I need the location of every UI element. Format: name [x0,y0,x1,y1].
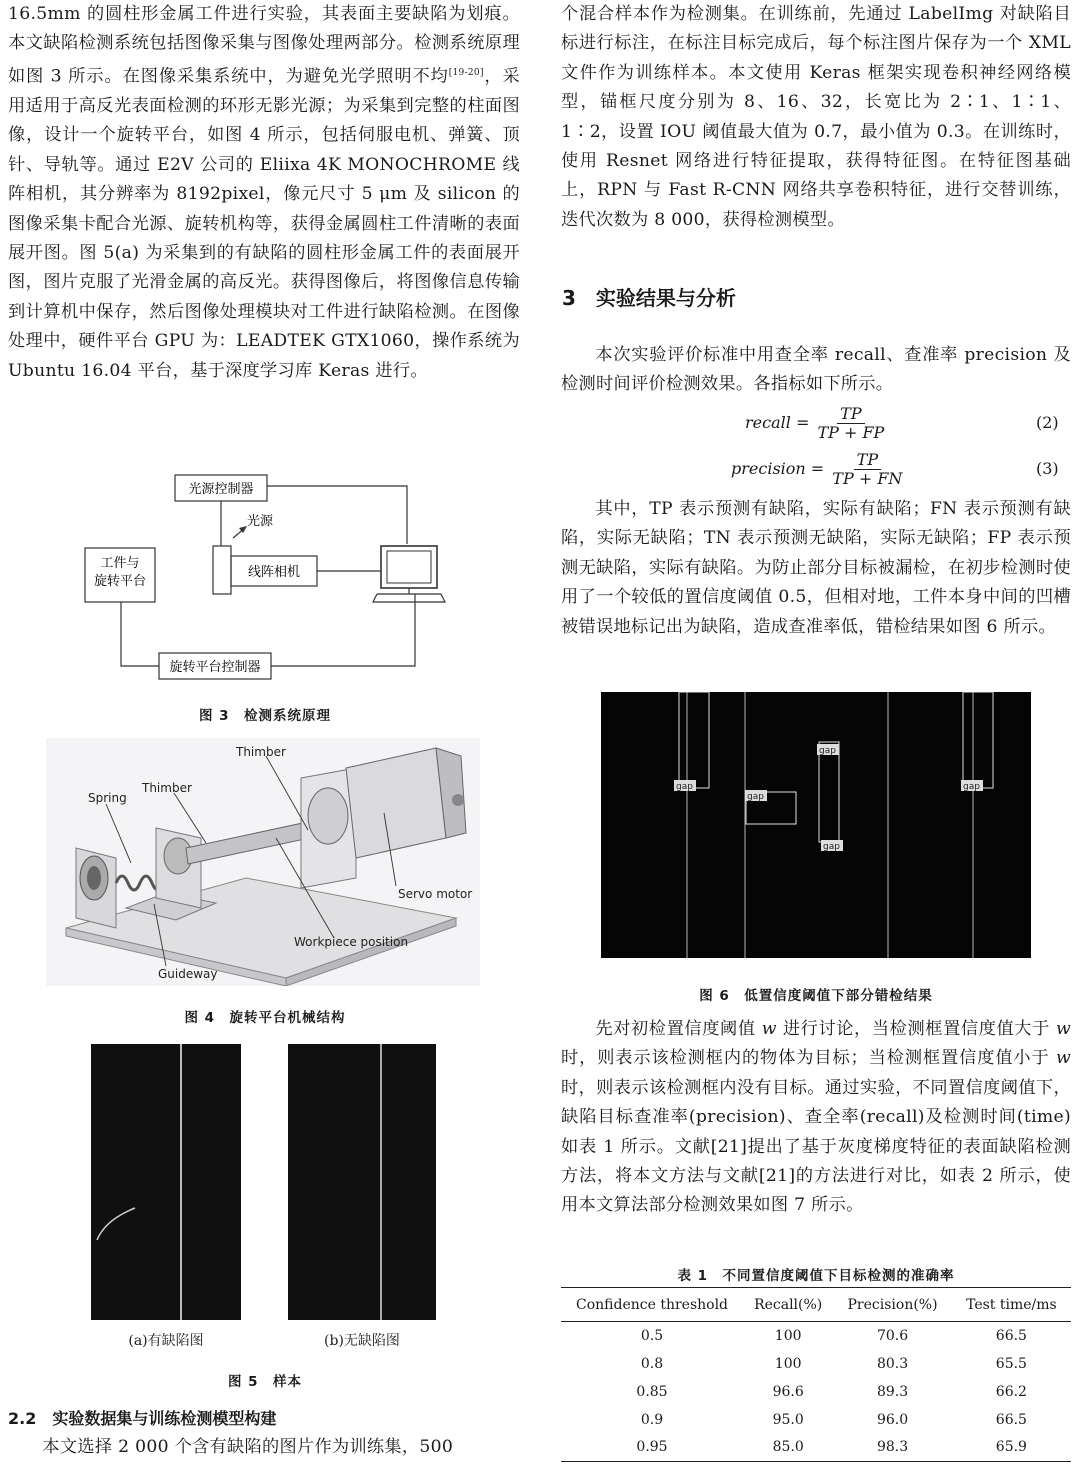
table-1 [561,1287,1071,1462]
table-row [561,1378,1071,1406]
table-header-cell: Test time/ms [966,1296,1057,1313]
eq2-denominator: TP + FP [817,423,885,442]
gap-label: gap [963,782,980,792]
rotate-controller-label: 旋转平台控制器 [169,660,261,675]
table-header-cell: Precision(%) [847,1296,938,1313]
right-paragraph-3: 其中，TP 表示预测有缺陷，实际有缺陷；FN 表示预测有缺陷，实际无缺陷；TN 表示预测无缺陷，实际无缺陷；FP 表示预测无缺陷，实际有缺陷。为防止部分目标被漏检，在初步检测时使用了一个较低的置信度阈值 0.5，但相对地，工件本身中间的凹槽被错误地标记出为缺陷，造成查准率低，错检结果如图 6 所示。 [561,499,1071,637]
thimber-label: Thimber [142,781,192,795]
table-cell: 66.5 [995,1327,1027,1344]
gap-label: gap [819,746,836,756]
equation-2-number: (2) [1036,413,1059,432]
figure-3-caption: 图 3 检测系统原理 [198,708,332,724]
table-cell: 0.85 [636,1383,668,1400]
section-number: 2.2 [8,1409,37,1428]
figure-4-caption: 图 4 旋转平台机械结构 [184,1010,346,1026]
variable-w: w [1055,1048,1071,1069]
figure-5b-normal-image [288,1044,436,1320]
workpiece-label-2: 旋转平台 [93,574,147,589]
section-title: 实验结果与分析 [595,286,736,310]
table-cell: 0.5 [640,1327,664,1344]
figure-6-detection-result [601,692,1031,958]
section-3-heading [562,282,736,311]
equation-2 [745,405,887,442]
right-paragraph-1: 个混合样本作为检测集。在训练前，先通过 LabelImg 对缺陷目标进行标注，在标注目标完成后，每个标注图片保存为一个 XML 文件作为训练样本。本文使用 Keras 框架实现卷积神经网络模型，锚框尺度分别为 8、16、32，长宽比为 2∶1、1∶1、1∶2，设置 IOU 阈值最大值为 0.7，最小值为 0.3。在训练时，使用 Resnet 网络进行特征提取，获得特征图。在特征图基础上，RPN 与 Fast R-CNN 网络共享卷积特征，进行交替训练，迭代次数为 8 000，获得检测模型。 [561,4,1071,230]
figure-5a-subcaption: (a)有缺陷图 [128,1333,204,1349]
figure-6-caption: 图 6 低置信度阈值下部分错检结果 [699,988,933,1004]
section-number: 3 [562,286,576,310]
table-cell: 89.3 [876,1383,909,1400]
table-cell: 100 [774,1327,802,1344]
right-paragraph-2: 本次实验评价标准中用查全率 recall、查准率 precision 及检测时间评价检测效果。各指标如下所示。 [561,345,1071,395]
gap-label: gap [676,782,693,792]
table-cell: 66.2 [995,1383,1027,1400]
table-cell: 98.3 [876,1439,909,1456]
light-label: 光源 [247,514,274,529]
table-cell: 65.9 [995,1439,1027,1456]
figure-5a-defect-image [91,1044,241,1320]
table-row [561,1434,1071,1462]
figure-3-diagram [75,470,455,690]
table-cell: 100 [774,1355,802,1372]
section-2-2-heading [8,1406,276,1429]
servo-label: Servo motor [398,887,473,901]
eq2-lhs: recall = [745,413,810,432]
table-row [561,1350,1071,1378]
equation-3 [731,451,905,488]
table-cell: 96.0 [876,1411,909,1428]
table-header-row [561,1288,1071,1322]
eq2-numerator: TP [837,405,864,424]
citation: [19-20] [448,67,484,78]
camera-label: 线阵相机 [247,565,301,580]
eq3-denominator: TP + FN [832,469,903,488]
table-cell: 70.6 [876,1327,909,1344]
section-title: 实验数据集与训练检测模型构建 [52,1409,277,1428]
right-paragraph-4: 先对初检置信度阈值 w 进行讨论，当检测框置信度值大于 w 时，则表示该检测框内的物体为目标；当检测框置信度值小于 w 时，则表示该检测框内没有目标。通过实验，不同置信度阈值下，缺陷目标查准率(precision)、查全率(recall)及检测时间(time)如表 1 所示。文献[21]提出了基于灰度梯度特征的表面缺陷检测方法，将本文方法与文献[21]的方法进行对比，如表 2 所示，使用本文算法部分检测效果如图 7 所示。 [561,1019,1072,1216]
thimber-top-label: Thimber [236,745,286,759]
table-cell: 0.95 [636,1439,668,1456]
table-header-cell: Confidence threshold [575,1296,729,1313]
spring-label: Spring [88,791,127,805]
variable-w: w [1056,1019,1072,1039]
table-1-caption: 表 1 不同置信度阈值下目标检测的准确率 [677,1268,955,1284]
eq3-numerator: TP [854,451,881,470]
workpiece-label: 工件与 [100,556,140,571]
table-cell: 95.0 [772,1411,804,1428]
figure-5b-subcaption: (b)无缺陷图 [324,1333,400,1349]
table-row [561,1322,1071,1350]
gap-label: gap [823,842,840,852]
guideway-label: Guideway [158,967,218,981]
eq3-lhs: precision = [731,459,825,478]
left-paragraph-1: 16.5mm 的圆柱形金属工件进行实验，其表面主要缺陷为划痕。本文缺陷检测系统包括图像采集与图像处理两部分。检测系统原理如图 3 所示。在图像采集系统中，为避免光学照明不均[19-20]，采用适用于高反光表面检测的环形无影光源；为采集到完整的柱面图像，设计一个旋转平台，如图 4 所示，包括伺服电机、弹簧、顶针、导轨等。通过 E2V 公司的 Eliixa 4K MONOCHROME 线阵相机，其分辨率为 8192pixel，像元尺寸 5 μm 及 silicon 的图像采集卡配合光源、旋转机构等，获得金属圆柱工件清晰的表面展开图。图 5(a) 为采集到的有缺陷的圆柱形金属工件的表面展开图，图片克服了光滑金属的高反光。获得图像后，将图像信息传输到计算机中保存，然后图像处理模块对工件进行缺陷检测。在图像处理中，硬件平台 GPU 为：LEADTEK GTX1060，操作系统为 Ubuntu 16.04 平台，基于深度学习库 Keras 进行。 [8,4,520,381]
gap-label: gap [747,792,764,802]
table-cell: 80.3 [876,1355,909,1372]
figure-4-mechanical-drawing [46,738,480,986]
table-cell: 66.5 [995,1411,1027,1428]
table-cell: 0.9 [640,1411,664,1428]
workpiece-position-label: Workpiece position [294,935,409,949]
variable-w: w [761,1019,777,1039]
left-paragraph-2: 本文选择 2 000 个含有缺陷的图片作为训练集，500 [42,1437,454,1457]
table-cell: 85.0 [772,1439,804,1456]
equation-3-number: (3) [1036,459,1059,478]
table-row [561,1406,1071,1434]
light-controller-label: 光源控制器 [188,482,254,497]
table-cell: 65.5 [995,1355,1027,1372]
table-cell: 0.8 [640,1355,664,1372]
table-cell: 96.6 [772,1383,804,1400]
table-header-cell: Recall(%) [754,1296,823,1313]
figure-5-caption: 图 5 样本 [227,1374,303,1390]
